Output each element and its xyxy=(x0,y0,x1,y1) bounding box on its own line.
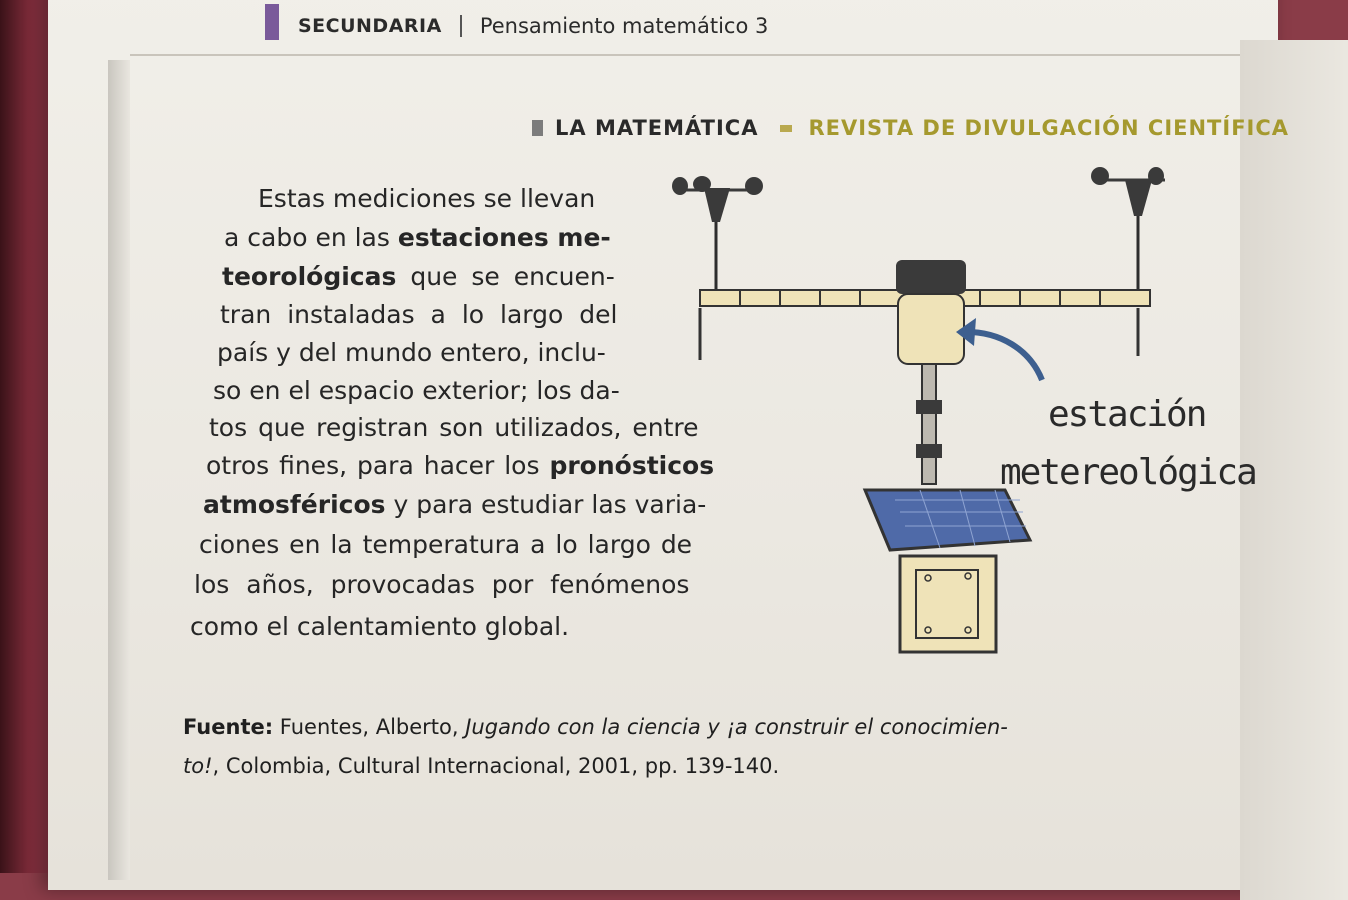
paragraph-line: tran instaladas a lo largo del xyxy=(220,300,618,329)
magazine-title: REVISTA DE DIVULGACIÓN CIENTÍFICA xyxy=(808,116,1290,140)
section-heading xyxy=(532,116,1289,140)
paragraph-line-text: a cabo en las estaciones me- xyxy=(224,223,611,252)
paragraph-line: como el calentamiento global. xyxy=(190,612,570,641)
source-title: Jugando con la ciencia y ¡a construir el conocimien- xyxy=(465,715,1008,739)
sensor-housing xyxy=(896,260,966,364)
left-anemometer-icon xyxy=(672,176,763,298)
paragraph-line: teorológicas que se encuen- xyxy=(222,262,615,291)
paragraph-line: ciones en la temperatura a lo largo de xyxy=(199,530,693,559)
header-color-bar xyxy=(265,4,279,40)
page-header xyxy=(298,14,768,38)
callout-line-2: metereológica xyxy=(1000,452,1256,493)
callout-line-1: estación xyxy=(1048,394,1206,435)
paragraph-line: los años, provocadas por fenómenos xyxy=(194,570,690,599)
book-title: Pensamiento matemático 3 xyxy=(479,14,769,38)
page-binding-shadow xyxy=(108,60,130,880)
section-label: LA MATEMÁTICA xyxy=(555,116,759,140)
equipment-box xyxy=(900,556,996,652)
grade-label: SECUNDARIA xyxy=(298,15,442,37)
source-line-2 xyxy=(183,747,1008,786)
source-title-end: to! xyxy=(183,754,213,778)
source-citation xyxy=(183,708,1008,786)
solar-panel xyxy=(865,490,1030,550)
paragraph-line: país y del mundo entero, inclu- xyxy=(217,338,606,367)
paragraph-line: so en el espacio exterior; los da- xyxy=(213,376,620,405)
paragraph-line: atmosféricos y para estudiar las varia- xyxy=(203,490,707,519)
source-label: Fuente: xyxy=(183,715,274,739)
paragraph-line: otros fines, para hacer los pronósticos xyxy=(206,451,715,480)
source-publication: , Colombia, Cultural Internacional, 2001, pp. 139-140. xyxy=(212,754,780,778)
source-author: Fuentes, Alberto, xyxy=(273,715,466,739)
paragraph-line: tos que registran son utilizados, entre xyxy=(209,413,699,442)
section-dash-icon xyxy=(780,125,792,132)
source-line-1 xyxy=(183,708,1008,747)
right-anemometer-icon xyxy=(1091,167,1165,292)
header-rule xyxy=(130,54,1240,56)
paragraph-line: Estas mediciones se llevan xyxy=(258,184,596,213)
paragraph-line xyxy=(224,223,611,252)
section-square-icon xyxy=(532,120,543,136)
header-separator xyxy=(460,15,462,37)
station-mast xyxy=(922,364,936,484)
